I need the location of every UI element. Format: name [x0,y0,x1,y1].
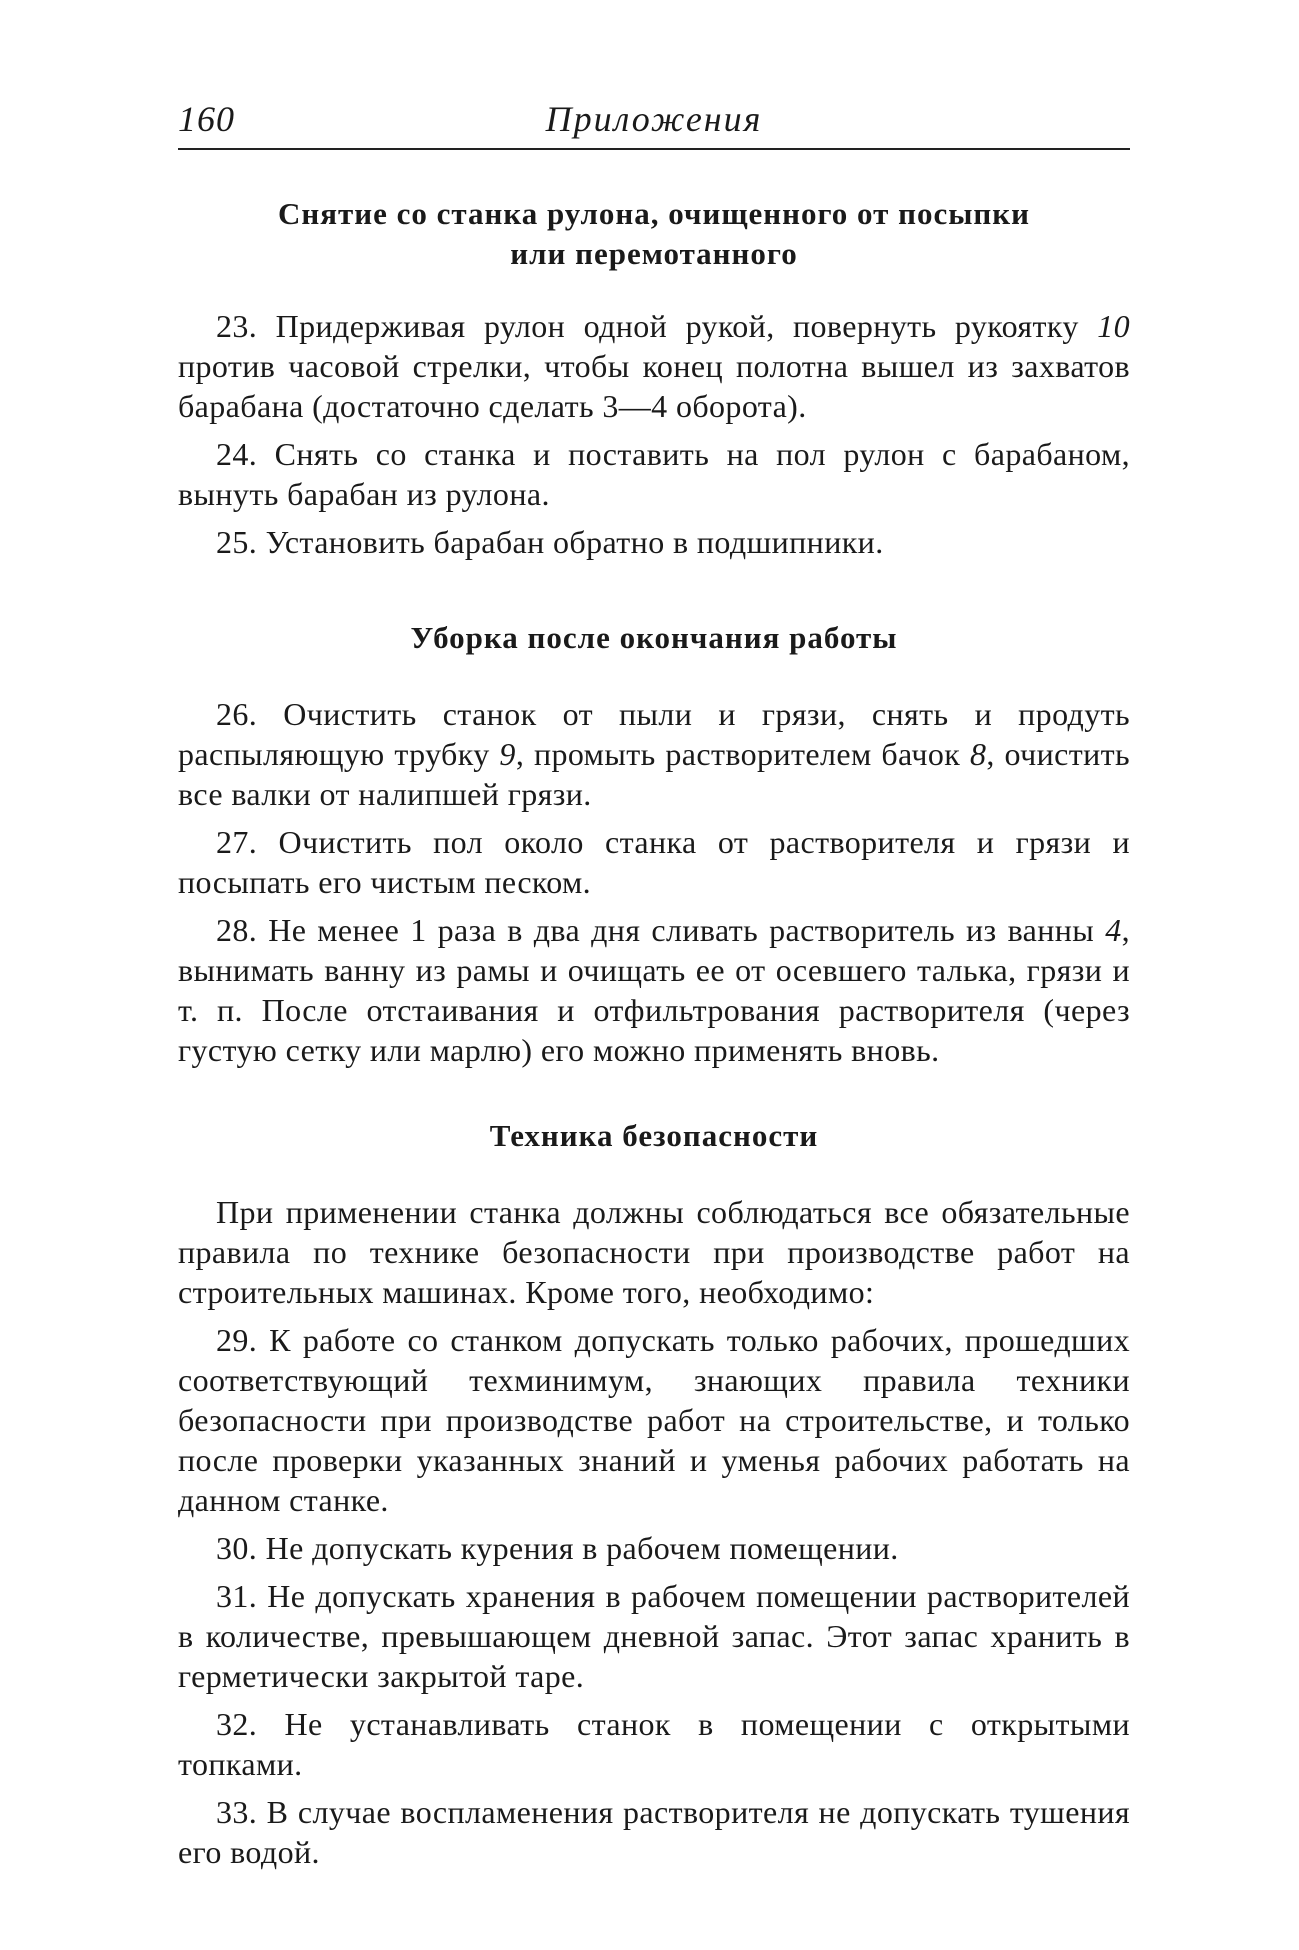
item-number: 24. [216,436,258,472]
item-text: В случае воспламенения растворителя не допускать тушения его водой. [178,1794,1130,1870]
numbered-item [178,522,1130,562]
heading-line: Уборка после окончания работы [410,620,898,655]
numbered-item [178,1528,1130,1568]
numbered-item [178,1792,1130,1872]
heading-line: Снятие со станка рулона, очищенного от посыпки [277,196,1031,231]
item-text: Не устанавливать станок в помещении с открытыми топками. [178,1706,1130,1782]
item-number: 26. [216,696,258,732]
item-number: 25. [216,524,258,560]
book-page [178,92,1130,1880]
page-number: 160 [178,99,235,139]
item-number: 29. [216,1322,258,1358]
item-number: 33. [216,1794,258,1830]
item-text: Снять со станка и поставить на пол рулон с барабаном, вынуть барабан из рулона. [178,436,1130,512]
item-number: 23. [216,308,258,344]
section-heading-safety [178,1116,1130,1156]
item-text: Очистить пол около станка от растворителя и грязи и посыпать его чистым песком. [178,824,1130,900]
item-number: 32. [216,1706,258,1742]
numbered-item [178,1704,1130,1784]
item-text: , промыть растворителем бачок [515,736,970,772]
section-items [178,694,1130,1070]
item-number: 31. [216,1578,258,1614]
numbered-item [178,1320,1130,1520]
section-items [178,1192,1130,1872]
item-text: Установить барабан обратно в подшипники. [265,524,884,560]
running-head [178,92,1130,150]
item-text: Не допускать курения в рабочем помещении. [265,1530,899,1566]
heading-line: или перемотанного [510,236,798,271]
numbered-item [178,434,1130,514]
section-items [178,306,1130,562]
numbered-item [178,1576,1130,1696]
item-text: , очистить все валки от налипшей грязи. [178,736,1130,812]
section-heading-roll-removal [178,194,1130,274]
part-reference: 4 [1105,912,1122,948]
item-text: Не менее 1 раза в два дня сливать растворитель из ванны [268,912,1106,948]
numbered-item [178,306,1130,426]
item-text: Придерживая рулон одной рукой, повернуть рукоятку [275,308,1098,344]
item-text: против часовой стрелки, чтобы конец полотна вышел из захватов барабана (достаточно сделать 3—4 оборота). [178,348,1130,424]
section-heading-cleanup [178,618,1130,658]
part-reference: 8 [969,736,987,772]
item-text: Очистить станок от пыли и грязи, снять и продуть распыляющую трубку [178,696,1131,772]
intro-paragraph: При применении станка должны соблюдаться все обязательные правила по технике безопасности при производстве работ на строительных машинах. Кроме того, необходимо: [178,1194,1130,1310]
part-reference: 9 [499,736,516,772]
item-number: 28. [216,912,258,948]
running-title: Приложения [545,99,763,139]
part-reference: 10 [1097,308,1131,344]
numbered-item [178,822,1130,902]
item-text: К работе со станком допускать только рабочих, прошедших соответствующий техминимум, знающих правила техники безопасности при производстве работ на строительстве, и только после проверки указанных знаний и уменья рабочих работать на данном станке. [178,1322,1130,1518]
numbered-item [178,910,1130,1070]
item-number: 27. [216,824,258,860]
item-number: 30. [216,1530,258,1566]
item-text: Не допускать хранения в рабочем помещении растворителей в количестве, превышающем дневной запас. Этот запас хранить в герметически закрытой таре. [178,1578,1131,1694]
heading-line: Техника безопасности [489,1118,819,1153]
item-text: , вынимать ванну из рамы и очищать ее от осевшего талька, грязи и т. п. После отстаивания и отфильтрования растворителя (через густую сетку или марлю) его можно применять вновь. [178,912,1130,1068]
numbered-item [178,694,1130,814]
